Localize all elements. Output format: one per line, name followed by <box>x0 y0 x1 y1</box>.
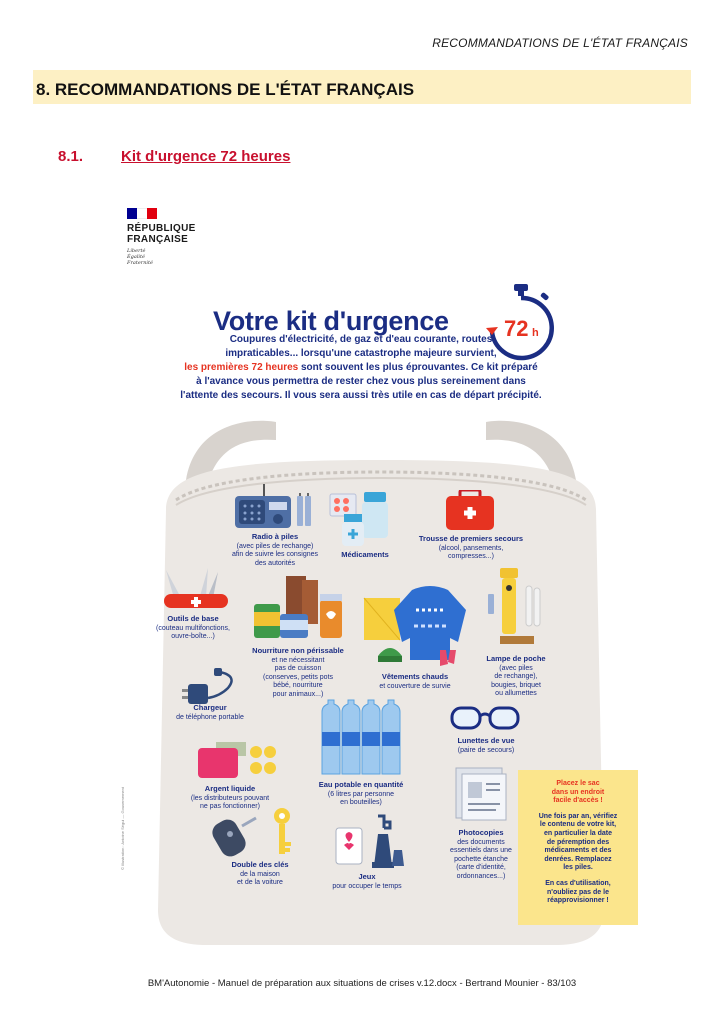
radio-desc-2: afin de suivre les consignes <box>232 551 318 558</box>
logo-name-line1: RÉPUBLIQUE <box>127 223 196 234</box>
food-desc-5: pour animaux...) <box>272 690 324 698</box>
food-label <box>243 647 353 699</box>
first-aid-title: Trousse de premiers secours <box>418 534 524 543</box>
food-cans-icon <box>250 574 346 642</box>
poster-intro <box>176 333 546 403</box>
cash-desc-1: (les distributeurs pouvant <box>190 794 270 802</box>
subsection-title: Kit d'urgence 72 heures <box>121 148 291 165</box>
first-aid-desc-2: compresses...) <box>448 553 494 560</box>
medication-title: Médicaments <box>341 550 389 559</box>
first-aid-desc-1: (alcool, pansements, <box>438 544 504 552</box>
motto-liberte: Liberté <box>127 248 146 254</box>
glasses-icon <box>448 702 522 732</box>
keys-label <box>210 861 310 888</box>
note-highlight-2: dans un endroit <box>551 788 605 796</box>
documents-desc-4: (carte d'identité, <box>456 864 506 871</box>
torch-desc-4: ou allumettes <box>495 690 537 697</box>
running-header: RECOMMANDATIONS DE L'ÉTAT FRANÇAIS <box>432 36 688 50</box>
intro-line-4: à l'avance vous permettra de rester chez vous plus sereinement dans <box>196 376 526 387</box>
clothes-label <box>360 673 470 691</box>
intro-line-3 <box>176 361 546 375</box>
note-p2-1: En cas d'utilisation, <box>545 879 611 887</box>
documents-desc-3: pochette étanche <box>454 855 508 863</box>
note-p1-2: le contenu de votre kit, <box>539 821 617 829</box>
keys-desc-1: de la maison <box>240 870 280 878</box>
tools-desc-2: ouvre-boîte...) <box>171 633 215 640</box>
documents-title: Photocopies <box>458 828 504 837</box>
radio-desc-3: des autorités <box>254 559 296 567</box>
food-desc-1: et ne nécessitant <box>271 656 325 664</box>
torch-desc-1: (avec piles <box>499 664 533 672</box>
wallet-cash-icon <box>196 742 286 782</box>
timer-number: 72 <box>504 316 529 341</box>
food-desc-3: (conserves, petits pots <box>262 673 334 681</box>
note-p1-6: denrées. Remplacez <box>544 855 612 863</box>
intro-highlight: les premières 72 heures <box>184 362 299 373</box>
motto-egalite: Égalité <box>127 254 145 260</box>
glasses-desc-1: (paire de secours) <box>457 746 515 754</box>
documents-desc-5: ordonnances...) <box>456 872 506 880</box>
warm-clothes-icon <box>360 580 470 672</box>
clothes-desc-1: et couverture de survie <box>379 682 451 690</box>
note-p1-1: Une fois par an, vérifiez <box>538 812 618 820</box>
first-aid-label <box>416 535 526 562</box>
torch-desc-3: bougies, briquet <box>491 681 541 689</box>
note-para-2 <box>524 880 632 906</box>
intro-line-2: impraticables... lorsqu'une catastrophe majeure survient, <box>225 348 497 359</box>
intro-line-1: Coupures d'électricité, de gaz et d'eau courante, routes <box>229 334 493 345</box>
radio-label <box>220 533 330 568</box>
torch-icon <box>486 566 546 646</box>
torch-desc-2: de rechange), <box>494 673 538 680</box>
food-title: Nourriture non périssable <box>252 646 344 655</box>
flag-icon <box>127 208 157 219</box>
note-p1-5: médicaments et des <box>544 847 612 855</box>
note-highlight-3: facile d'accès ! <box>553 797 603 805</box>
documents-icon <box>452 766 512 822</box>
glasses-label <box>446 737 526 755</box>
charger-title: Chargeur <box>193 703 227 712</box>
section-title: 8. RECOMMANDATIONS DE L'ÉTAT FRANÇAIS <box>36 80 415 99</box>
water-desc-2: en bouteilles) <box>340 799 382 806</box>
tools-title: Outils de base <box>167 614 219 623</box>
radio-desc-1: (avec piles de rechange) <box>236 542 314 550</box>
logo-motto <box>127 248 247 266</box>
games-title: Jeux <box>358 872 376 881</box>
charger-label <box>160 704 260 722</box>
note-highlight-1: Placez le sac <box>556 780 600 787</box>
documents-label <box>436 829 526 881</box>
water-label <box>306 781 416 808</box>
subsection-number: 8.1. <box>58 148 84 165</box>
medication-label <box>320 551 410 561</box>
games-label <box>322 873 412 891</box>
note-p2-2: n'oubliez pas de le <box>547 888 609 896</box>
timer-unit: h <box>532 327 539 339</box>
cash-desc-2: ne pas fonctionner) <box>200 803 260 810</box>
illustration-credit: © Illustration : Antoine Ségui — Gouvernement <box>120 787 125 870</box>
multitool-icon <box>158 566 233 612</box>
keys-title: Double des clés <box>231 860 289 869</box>
documents-desc-2: essentiels dans une <box>450 847 512 854</box>
page-footer: BM'Autonomie - Manuel de préparation aux situations de crises v.12.docx - Bertrand Mounier - 83/103 <box>147 978 577 989</box>
tips-note <box>518 770 638 925</box>
medication-icon <box>328 490 398 548</box>
tools-label <box>148 615 238 642</box>
logo-name-line2: FRANÇAISE <box>127 234 189 245</box>
keys-icon <box>212 806 302 858</box>
motto-fraternite: Fraternité <box>127 260 153 266</box>
torch-label <box>476 655 556 699</box>
poster-title: Votre kit d'urgence <box>213 306 449 336</box>
republique-francaise-logo <box>127 208 247 266</box>
note-p2-3: réapprovisionner ! <box>547 897 609 905</box>
games-icon <box>334 814 406 870</box>
cash-title: Argent liquide <box>204 784 256 793</box>
water-title: Eau potable en quantité <box>318 780 404 789</box>
first-aid-kit-icon <box>444 490 496 532</box>
charger-desc-1: de téléphone portable <box>176 713 244 721</box>
clothes-title: Vêtements chauds <box>381 672 449 681</box>
note-p1-7: les piles. <box>563 864 593 872</box>
glasses-title: Lunettes de vue <box>457 736 515 745</box>
note-p1-3: en particulier la date <box>543 829 613 837</box>
tools-desc-1: (couteau multifonctions, <box>156 624 230 632</box>
note-highlight <box>524 780 632 806</box>
keys-desc-2: et de la voiture <box>237 879 283 886</box>
games-desc-1: pour occuper le temps <box>332 882 402 890</box>
water-bottles-icon <box>316 698 406 778</box>
water-desc-1: (6 litres par personne <box>327 790 395 798</box>
documents-desc-1: des documents <box>457 838 505 846</box>
note-para-1 <box>524 813 632 873</box>
intro-line-5: l'attente des secours. Il vous sera aussi très utile en cas de départ précipité. <box>180 390 542 401</box>
batteries-icon <box>296 493 312 527</box>
torch-title: Lampe de poche <box>486 654 546 663</box>
radio-title: Radio à piles <box>251 532 299 541</box>
food-desc-4: bébé, nourriture <box>273 682 323 689</box>
food-desc-2: pas de cuisson <box>274 665 322 672</box>
intro-line-3-rest: sont souvent les plus éprouvantes. Ce kit préparé <box>298 362 538 373</box>
radio-icon <box>233 484 293 530</box>
note-p1-4: de péremption des <box>546 838 610 846</box>
